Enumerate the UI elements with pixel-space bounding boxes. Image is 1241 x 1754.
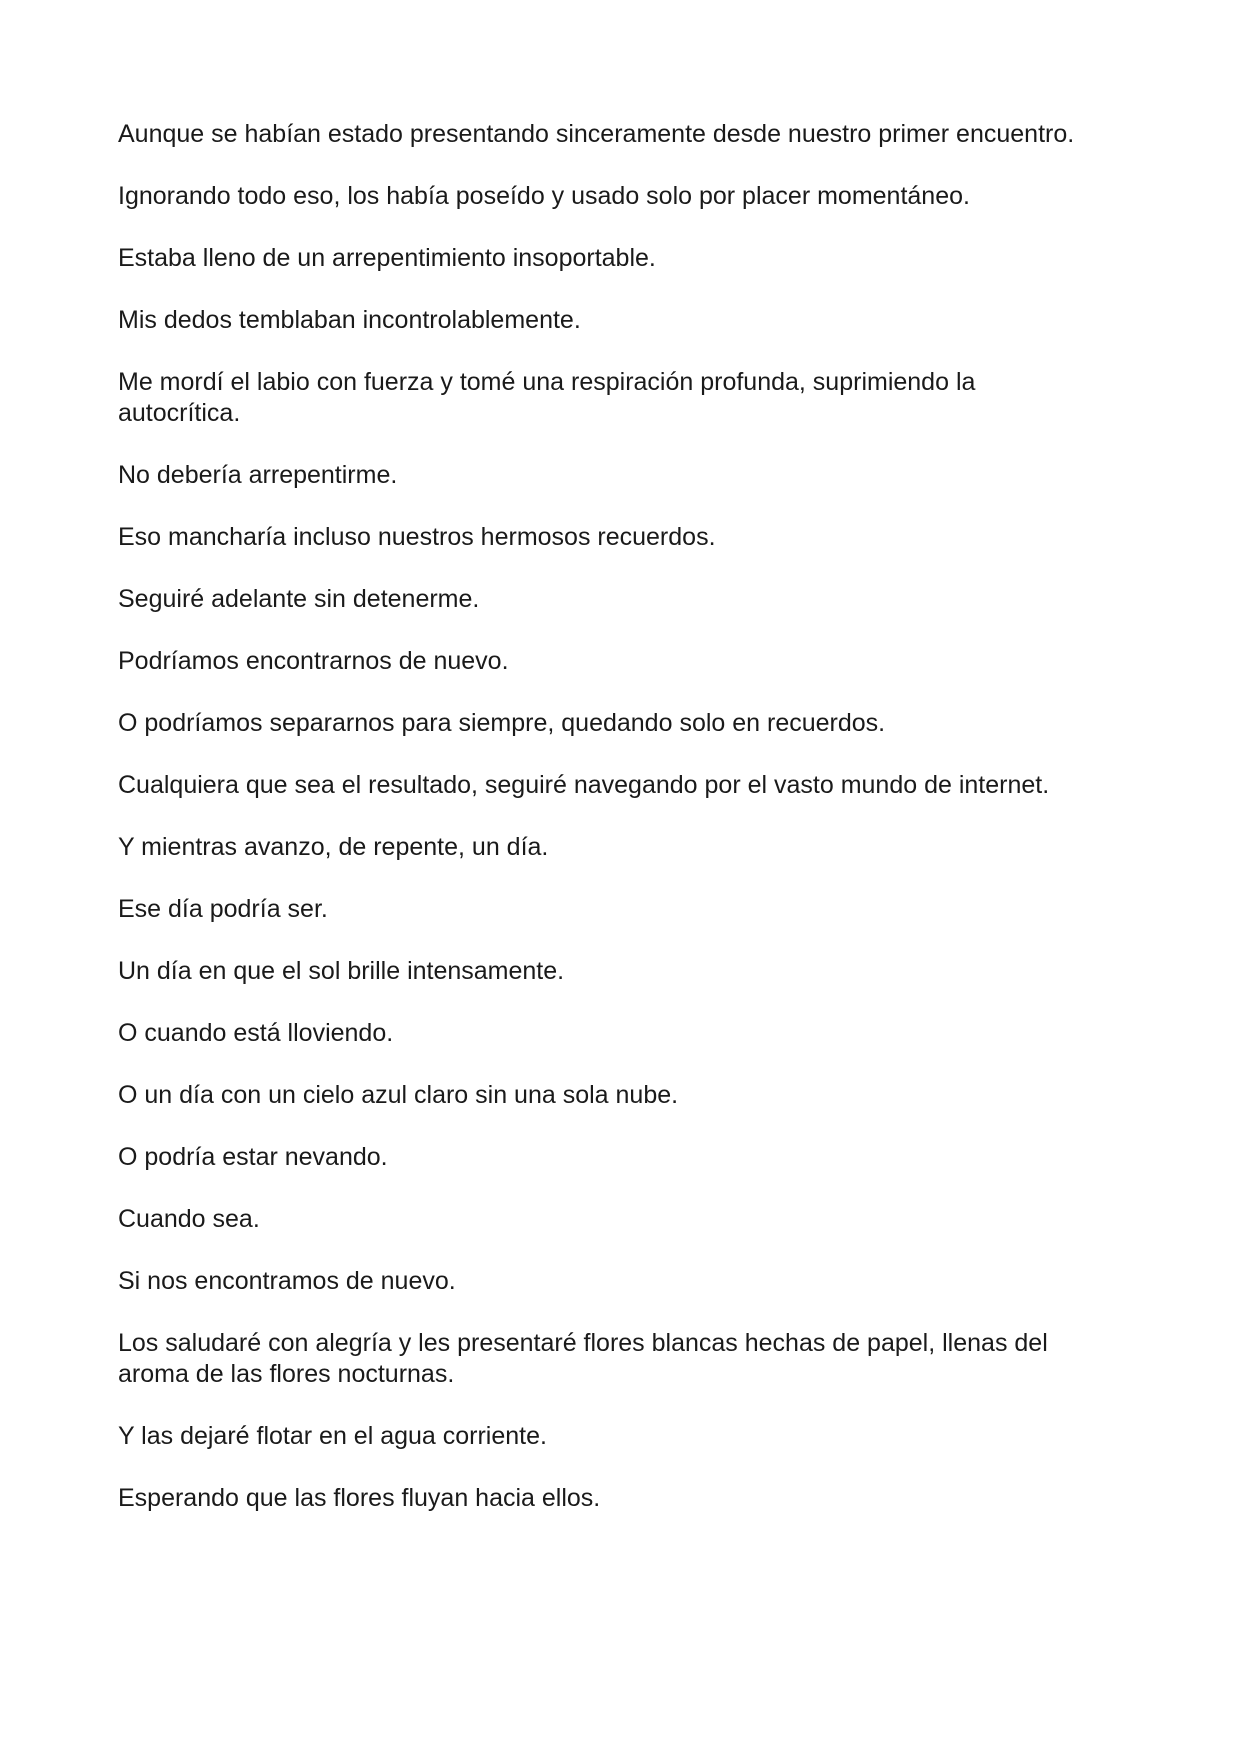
paragraph: No debería arrepentirme. [118,461,398,489]
paragraph: Cuando sea. [118,1205,260,1233]
paragraph: Mis dedos temblaban incontrolablemente. [118,306,581,334]
document-body [118,119,1098,1545]
paragraph: Cualquiera que sea el resultado, seguiré navegando por el vasto mundo de internet. [118,771,1050,799]
paragraph: Esperando que las flores fluyan hacia ellos. [118,1484,601,1512]
paragraph: Seguiré adelante sin detenerme. [118,585,480,613]
paragraph: Los saludaré con alegría y les presentaré flores blancas hechas de papel, llenas del aroma de las flores nocturnas. [118,1329,1048,1388]
paragraph: Si nos encontramos de nuevo. [118,1267,456,1295]
paragraph: O un día con un cielo azul claro sin una sola nube. [118,1081,679,1109]
paragraph: Aunque se habían estado presentando sinceramente desde nuestro primer encuentro. [118,120,1075,148]
paragraph: Estaba lleno de un arrepentimiento insoportable. [118,244,656,272]
paragraph: Me mordí el labio con fuerza y tomé una respiración profunda, suprimiendo la autocrítica. [118,368,976,427]
paragraph: O cuando está lloviendo. [118,1019,394,1047]
paragraph: Un día en que el sol brille intensamente. [118,957,565,985]
paragraph: O podría estar nevando. [118,1143,388,1171]
paragraph: Ignorando todo eso, los había poseído y usado solo por placer momentáneo. [118,182,970,210]
paragraph: Y las dejaré flotar en el agua corriente. [118,1422,547,1450]
paragraph: Podríamos encontrarnos de nuevo. [118,647,509,675]
paragraph: Y mientras avanzo, de repente, un día. [118,833,549,861]
paragraph: Eso mancharía incluso nuestros hermosos recuerdos. [118,523,716,551]
paragraph: O podríamos separarnos para siempre, quedando solo en recuerdos. [118,709,886,737]
paragraph: Ese día podría ser. [118,895,328,923]
